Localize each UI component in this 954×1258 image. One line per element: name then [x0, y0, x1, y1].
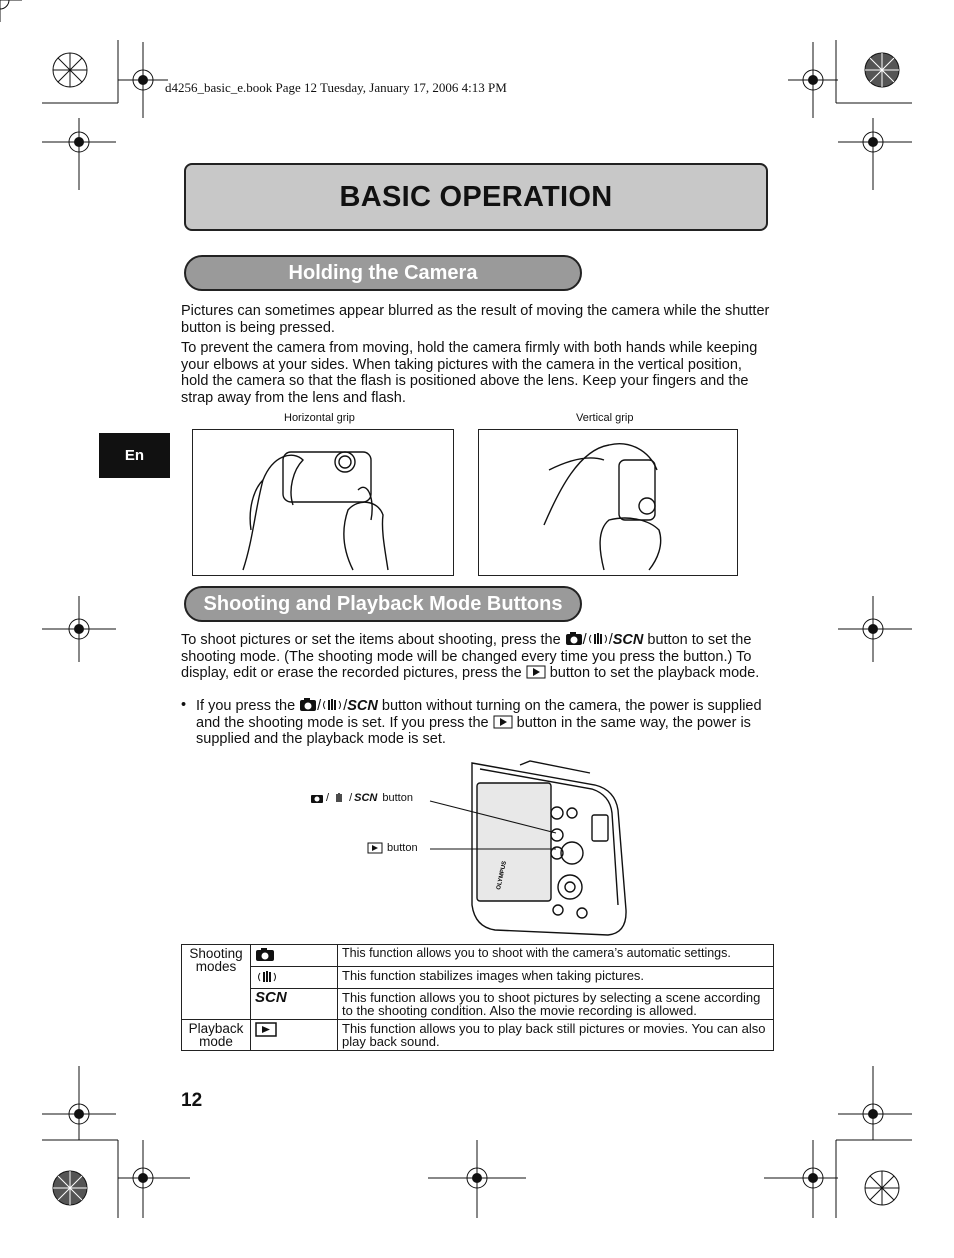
camera-icon [255, 947, 275, 962]
playback-icon [526, 665, 546, 679]
buttons-paragraph-part-c: button to set the playback mode. [549, 665, 760, 682]
section-heading-holding [184, 255, 582, 291]
buttons-paragraph [181, 631, 773, 682]
shoot-button-label: / / SCN button [310, 792, 413, 804]
vertical-grip-drawing [479, 430, 737, 575]
section-heading-buttons-text: Shooting and Playback Mode Buttons [203, 592, 563, 615]
section-heading-holding-text: Holding the Camera [288, 261, 478, 284]
table-row [182, 989, 774, 1020]
bullet-marker: • [181, 697, 187, 713]
camera-mode-icon-cell [251, 945, 338, 967]
bullet-part-c: button in the same way, the power is supplied and the playback mode is set. [196, 714, 751, 748]
buttons-paragraph-part-b: button to set the shooting mode. (The shooting mode will be changed every time you press the button.) To display, edit or erase the recorded pictures, press the [181, 632, 752, 682]
playback-icon [493, 715, 513, 729]
caption-horizontal-grip: Horizontal grip [284, 412, 355, 424]
scn-icon: SCN [612, 632, 644, 648]
stabilizer-mode-description: This function stabilizes images when taking pictures. [338, 967, 774, 989]
bullet-part-a: If you press the [196, 698, 296, 714]
caption-vertical-grip: Vertical grip [576, 412, 634, 424]
play-button-label [367, 842, 418, 854]
bullet-part-b: button without turning on the camera, the power is supplied and the shooting mode is set. If you press the [196, 698, 762, 731]
shooting-modes-cell: Shooting modes [182, 945, 251, 1020]
buttons-paragraph-part-a: To shoot pictures or set the items about shooting, press the [181, 632, 561, 648]
camera-back-illustration [420, 755, 635, 945]
table-row [182, 945, 774, 967]
language-tab [99, 433, 170, 478]
shoot-button-label-text: button [382, 792, 413, 804]
camera-brand-text: OLYMPUS [496, 860, 509, 891]
camera-icon [299, 697, 317, 712]
camera-icon [310, 792, 324, 804]
play-button-label-text: button [387, 842, 418, 854]
camera-icon [565, 631, 583, 646]
page-title-box [184, 163, 768, 231]
page-title: BASIC OPERATION [339, 180, 613, 213]
scn-icon: SCN [347, 698, 378, 714]
print-header: d4256_basic_e.book Page 12 Tuesday, January 17, 2006 4:13 PM [165, 80, 507, 95]
playback-icon [367, 842, 383, 854]
stabilizer-mode-icon-cell [251, 967, 338, 989]
page-number: 12 [181, 1090, 203, 1111]
playback-mode-cell: Playback mode [182, 1020, 251, 1051]
buttons-bullet: • If you press the / /SCN button without turning on the camera, the power is supplied and the shooting mode is set. If you press the button in the same way, the power is supplied and the playback mode is set. [181, 697, 762, 748]
stabilizer-icon [255, 969, 279, 984]
scn-icon: SCN [255, 989, 287, 1006]
scn-mode-description: This function allows you to shoot pictures by selecting a scene according to the shooting condition. Also the movie recording is allowed. [338, 989, 774, 1020]
stabilizer-icon [321, 697, 343, 712]
table-row [182, 1020, 774, 1051]
playback-mode-icon-cell [251, 1020, 338, 1051]
section-heading-buttons [184, 586, 582, 622]
holding-paragraph-2: To prevent the camera from moving, hold the camera firmly with both hands while keeping your elbows at your sides. When taking pictures with the camera in the vertical position, hold the camera so that the flash is positioned above the lens. Keep your fingers and the strap away from the lens and flash. [181, 340, 758, 406]
horizontal-grip-illustration [192, 429, 454, 576]
scn-icon: SCN [354, 792, 378, 804]
stabilizer-icon [587, 631, 609, 646]
horizontal-grip-drawing [193, 430, 453, 575]
holding-paragraph-1: Pictures can sometimes appear blurred as the result of moving the camera while the shutter button is being pressed. [181, 303, 770, 336]
camera-mode-description: This function allows you to shoot with the camera’s automatic settings. [338, 945, 774, 967]
playback-mode-description: This function allows you to play back still pictures or movies. You can also play back sound. [338, 1020, 774, 1051]
vertical-grip-illustration [478, 429, 738, 576]
shooting-mode-icons: / /SCN [565, 632, 648, 648]
modes-table [181, 944, 774, 1051]
language-tab-label: En [124, 447, 145, 464]
table-row [182, 967, 774, 989]
playback-icon [255, 1022, 277, 1037]
stabilizer-icon [331, 792, 347, 804]
scn-mode-icon-cell [251, 989, 338, 1020]
